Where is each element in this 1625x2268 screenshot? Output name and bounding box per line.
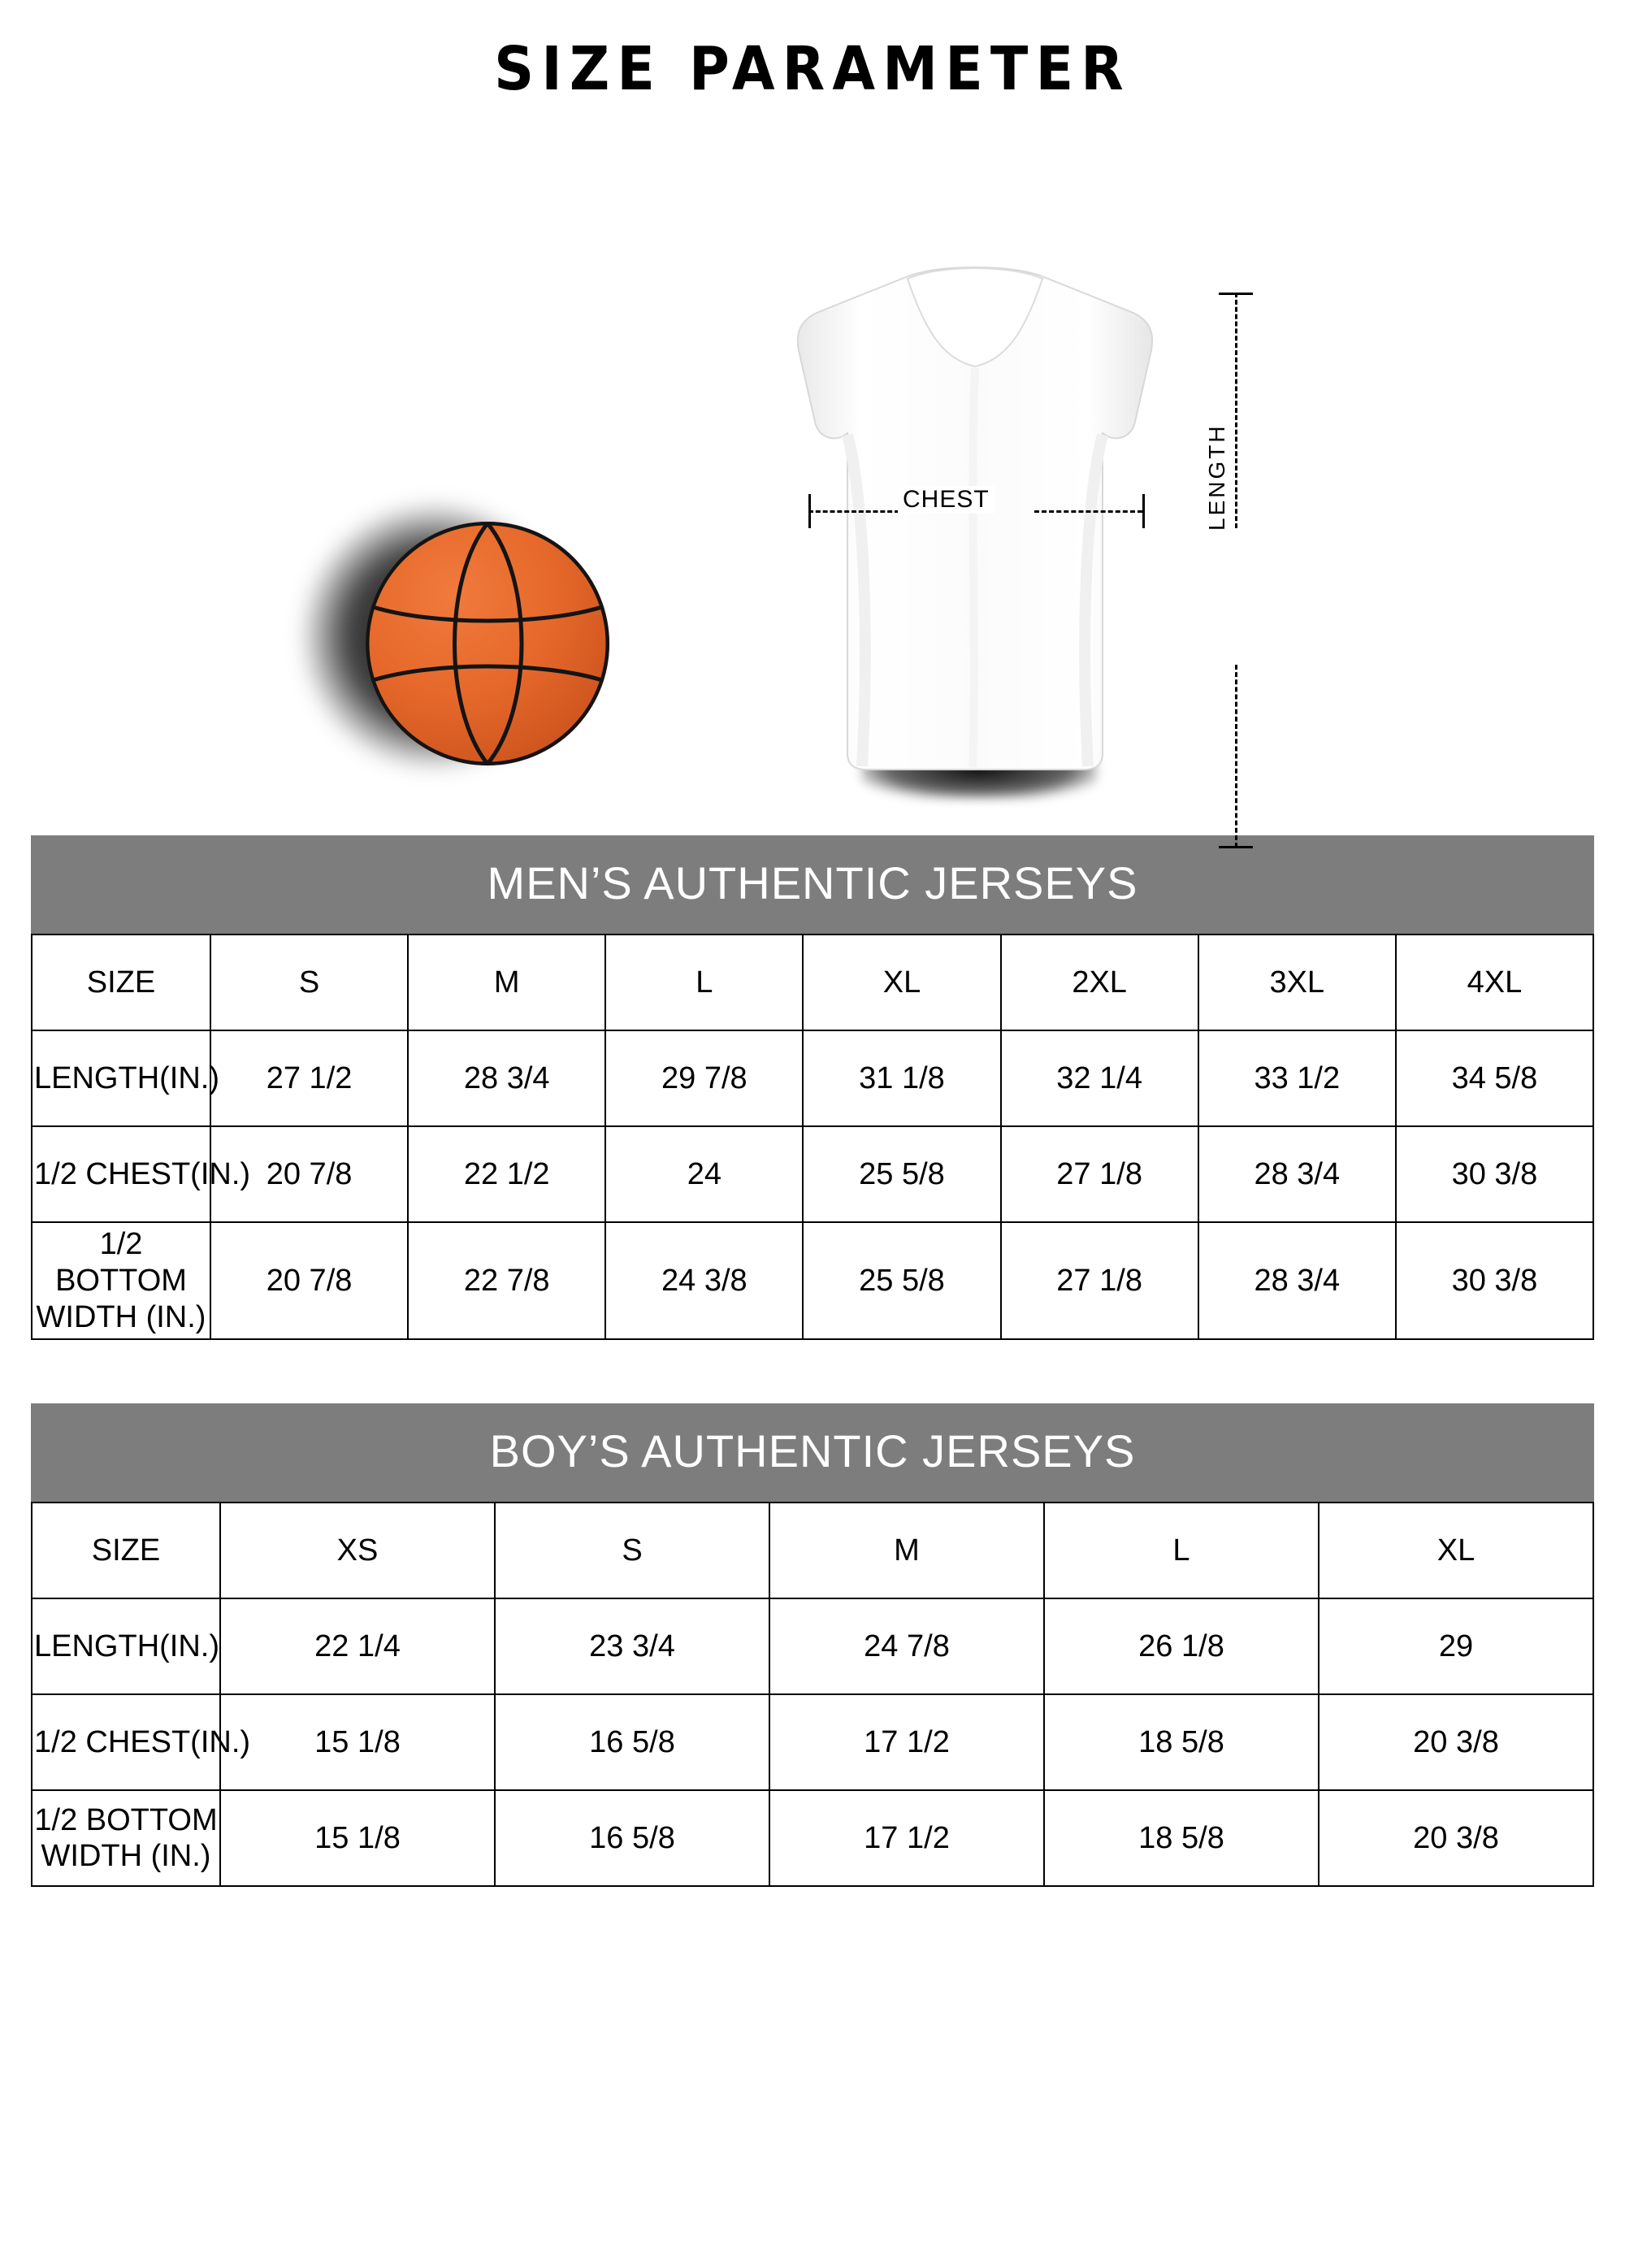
row-label-line2: WIDTH (IN.): [36, 1299, 206, 1334]
row-label-bottom-width: [32, 1790, 220, 1886]
basketball-icon: [317, 494, 593, 770]
cell-chest-xs: 15 1/8: [220, 1694, 495, 1790]
length-line-lower: [1235, 665, 1237, 848]
row-label-line1: 1/2 BOTTOM: [34, 1802, 218, 1837]
cell-bottom-4xl: 30 3/8: [1396, 1222, 1593, 1339]
cell-bottom-s: 16 5/8: [495, 1790, 769, 1886]
cell-chest-xl: 20 3/8: [1319, 1694, 1593, 1790]
cell-bottom-m: 17 1/2: [769, 1790, 1044, 1886]
cell-length-l: 29 7/8: [605, 1030, 803, 1126]
boys-table-header: BOY’S AUTHENTIC JERSEYS: [31, 1403, 1594, 1502]
basketball-lines-icon: [366, 522, 609, 765]
cell-length-s: 27 1/2: [210, 1030, 408, 1126]
row-label-line1: 1/2 BOTTOM: [55, 1227, 187, 1298]
boys-table-block: [0, 1403, 1625, 1887]
cell-bottom-xs: 15 1/8: [220, 1790, 495, 1886]
cell-chest-s: 16 5/8: [495, 1694, 769, 1790]
cell-length-xl: 31 1/8: [803, 1030, 1000, 1126]
col-2xl: 2XL: [1001, 935, 1198, 1030]
mens-table-block: [0, 835, 1625, 1340]
cell-length-xl: 29: [1319, 1598, 1593, 1694]
table-row: [32, 1126, 1593, 1222]
table-row: [32, 1222, 1593, 1339]
cell-bottom-m: 22 7/8: [408, 1222, 605, 1339]
col-xl: XL: [1319, 1503, 1593, 1598]
cell-bottom-xl: 25 5/8: [803, 1222, 1000, 1339]
cell-length-4xl: 34 5/8: [1396, 1030, 1593, 1126]
cell-chest-s: 20 7/8: [210, 1126, 408, 1222]
col-xs: XS: [220, 1503, 495, 1598]
chest-label: CHEST: [898, 486, 994, 514]
cell-bottom-l: 24 3/8: [605, 1222, 803, 1339]
cell-length-m: 28 3/4: [408, 1030, 605, 1126]
cell-bottom-l: 18 5/8: [1044, 1790, 1319, 1886]
cell-length-xs: 22 1/4: [220, 1598, 495, 1694]
col-xl: XL: [803, 935, 1000, 1030]
chest-line-right: [1034, 510, 1142, 513]
cell-bottom-xl: 20 3/8: [1319, 1790, 1593, 1886]
table-row: [32, 1030, 1593, 1126]
mens-table-header: MEN’S AUTHENTIC JERSEYS: [31, 835, 1594, 934]
cell-length-m: 24 7/8: [769, 1598, 1044, 1694]
cell-chest-2xl: 27 1/8: [1001, 1126, 1198, 1222]
col-m: M: [408, 935, 605, 1030]
cell-length-3xl: 33 1/2: [1198, 1030, 1396, 1126]
cell-bottom-s: 20 7/8: [210, 1222, 408, 1339]
col-3xl: 3XL: [1198, 935, 1396, 1030]
row-label-length: LENGTH(IN.): [32, 1598, 220, 1694]
cell-chest-l: 18 5/8: [1044, 1694, 1319, 1790]
length-line-upper: [1235, 293, 1237, 528]
col-size: SIZE: [32, 935, 210, 1030]
table-row: [32, 1790, 1593, 1886]
cell-chest-l: 24: [605, 1126, 803, 1222]
row-label-length: LENGTH(IN.): [32, 1030, 210, 1126]
page-title: SIZE PARAMETER: [494, 34, 1131, 104]
jersey-shape-icon: [784, 262, 1166, 799]
row-label-line2: WIDTH (IN.): [41, 1839, 211, 1874]
length-label: LENGTH: [1204, 423, 1229, 531]
col-s: S: [495, 1503, 769, 1598]
row-label-chest: 1/2 CHEST(IN.): [32, 1694, 220, 1790]
cell-bottom-2xl: 27 1/8: [1001, 1222, 1198, 1339]
jersey-illustration: [784, 262, 1166, 856]
row-label-bottom-width: [32, 1222, 210, 1339]
mens-size-table: [31, 934, 1594, 1340]
col-m: M: [769, 1503, 1044, 1598]
table-row-header: [32, 1503, 1593, 1598]
illustration-area: [0, 104, 1625, 835]
cell-chest-xl: 25 5/8: [803, 1126, 1000, 1222]
chest-line-left: [808, 510, 899, 513]
cell-length-s: 23 3/4: [495, 1598, 769, 1694]
cell-chest-4xl: 30 3/8: [1396, 1126, 1593, 1222]
cell-chest-m: 22 1/2: [408, 1126, 605, 1222]
chest-tick-right: [1142, 494, 1145, 528]
boys-size-table: [31, 1502, 1594, 1887]
col-l: L: [1044, 1503, 1319, 1598]
col-size: SIZE: [32, 1503, 220, 1598]
cell-chest-m: 17 1/2: [769, 1694, 1044, 1790]
basketball-body: [366, 522, 609, 765]
col-s: S: [210, 935, 408, 1030]
col-4xl: 4XL: [1396, 935, 1593, 1030]
table-row-header: [32, 935, 1593, 1030]
row-label-chest: 1/2 CHEST(IN.): [32, 1126, 210, 1222]
cell-length-l: 26 1/8: [1044, 1598, 1319, 1694]
col-l: L: [605, 935, 803, 1030]
cell-length-2xl: 32 1/4: [1001, 1030, 1198, 1126]
table-row: [32, 1694, 1593, 1790]
table-row: [32, 1598, 1593, 1694]
cell-chest-3xl: 28 3/4: [1198, 1126, 1396, 1222]
cell-bottom-3xl: 28 3/4: [1198, 1222, 1396, 1339]
